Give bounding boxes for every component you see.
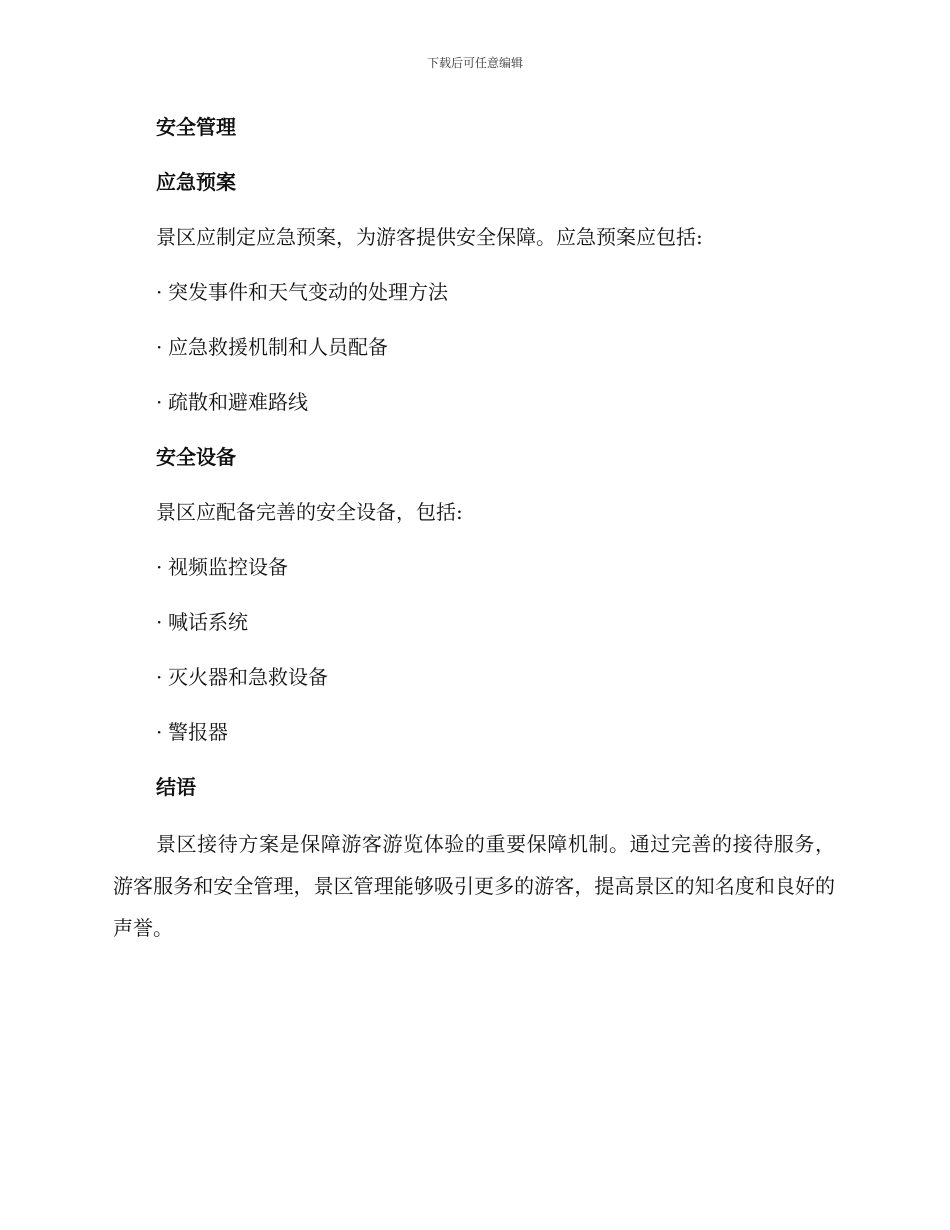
page-header-note: 下载后可任意编辑 xyxy=(426,56,523,70)
document-body xyxy=(113,108,835,949)
bullet-icon: · xyxy=(156,390,163,414)
list-item xyxy=(113,273,835,311)
bullet-icon: · xyxy=(156,555,163,579)
list-item-text: 突发事件和天气变动的处理方法 xyxy=(168,280,448,304)
bullet-icon: · xyxy=(156,610,163,634)
section-title-safety: 安全管理 xyxy=(156,115,236,139)
bullet-icon: · xyxy=(156,720,163,744)
list-item-text: 应急救援机制和人员配备 xyxy=(168,335,388,359)
list-item-text: 喊话系统 xyxy=(168,610,248,634)
list-item xyxy=(113,603,835,641)
heading-safety-equipment: 安全设备 xyxy=(156,445,236,469)
heading-conclusion: 结语 xyxy=(156,775,196,799)
list-item-text: 视频监控设备 xyxy=(168,555,288,579)
heading-emergency-plan: 应急预案 xyxy=(156,170,236,194)
bullet-icon: · xyxy=(156,280,163,304)
emergency-intro: 景区应制定应急预案，为游客提供安全保障。应急预案应包括: xyxy=(156,225,703,249)
list-item-text: 灭火器和急救设备 xyxy=(168,665,328,689)
list-item-text: 警报器 xyxy=(168,720,228,744)
bullet-icon: · xyxy=(156,665,163,689)
list-item xyxy=(113,383,835,421)
list-item-text: 疏散和避难路线 xyxy=(168,390,308,414)
equipment-intro: 景区应配备完善的安全设备，包括: xyxy=(156,500,463,524)
conclusion-paragraph: 景区接待方案是保障游客游览体验的重要保障机制。通过完善的接待服务，游客服务和安全管理，景区管理能够吸引更多的游客，提高景区的知名度和良好的声誉。 xyxy=(113,832,835,940)
list-item xyxy=(113,713,835,751)
list-item xyxy=(113,548,835,586)
bullet-icon: · xyxy=(156,335,163,359)
list-item xyxy=(113,658,835,696)
list-item xyxy=(113,328,835,366)
